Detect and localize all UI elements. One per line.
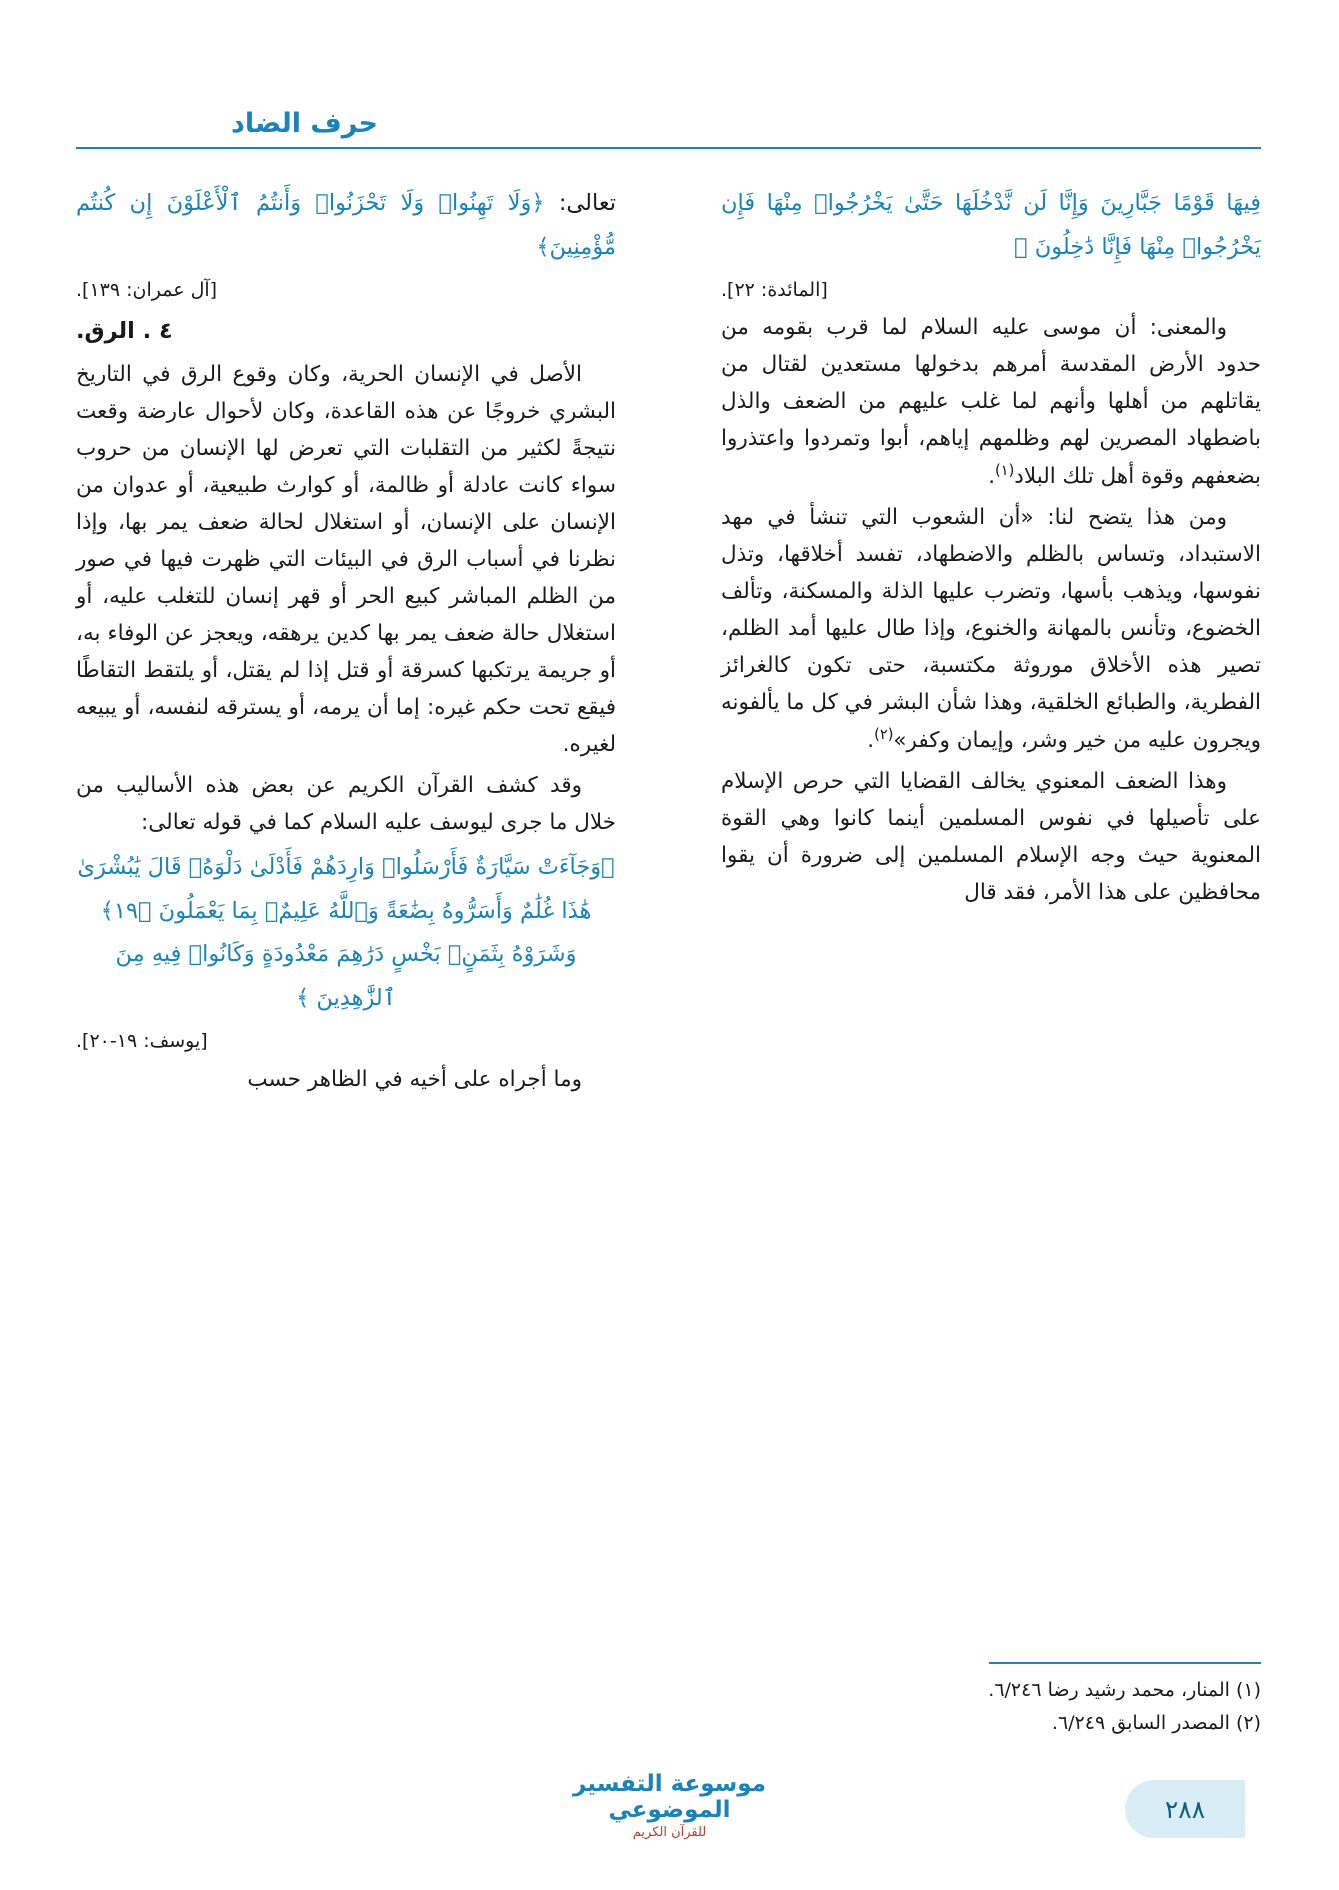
paragraph-meaning bbox=[721, 310, 1261, 496]
header-title: حرف الضاد bbox=[231, 108, 379, 139]
page-header bbox=[76, 108, 1261, 149]
footnote-marker: (٢) bbox=[1235, 1711, 1261, 1734]
verse-reference-maidah: [المائدة: ٢٢]. bbox=[721, 278, 828, 301]
footnotes-section bbox=[721, 1662, 1261, 1741]
paragraph-brother: وما أجراه على أخيه في الظاهر حسب bbox=[247, 1066, 582, 1092]
paragraph-quran-reveals: وقد كشف القرآن الكريم عن بعض هذه الأساليب من خلال ما جرى ليوسف عليه السلام كما في قوله تعالى: bbox=[76, 772, 616, 835]
section-title-slavery: ٤ . الرق. bbox=[76, 318, 173, 345]
paragraph-quote bbox=[721, 500, 1261, 760]
quran-verse-yusuf: ﴿وَجَآءَتْ سَيَّارَةٌ فَأَرْسَلُوا۟ وَارِدَهُمْ فَأَدْلَىٰ دَلْوَهُۥ قَالَ يَٰبُشْرَىٰ هَٰذَا غُلَٰمٌ وَأَسَرُّوهُ بِضَٰعَةً وَٱللَّهُ عَلِيمٌۢ بِمَا يَعْمَلُونَ ﴿١٩﴾ وَشَرَوْهُ بِثَمَنٍۭ بَخْسٍ دَرَٰهِمَ مَعْدُودَةٍ وَكَانُوا۟ فِيهِ مِنَ ٱلزَّٰهِدِينَ ﴾ bbox=[77, 853, 615, 1012]
logo-title: موسوعة التفسير الموضوعي bbox=[573, 1771, 766, 1823]
column-left bbox=[76, 182, 616, 1622]
footnote-marker-2: (٢) bbox=[874, 726, 894, 744]
paragraph-quote-period: . bbox=[867, 728, 875, 754]
page-footer bbox=[0, 1760, 1339, 1846]
footnote-marker: (١) bbox=[1235, 1678, 1261, 1701]
logo-subtitle: للقرآن الكريم bbox=[632, 1825, 707, 1840]
paragraph-meaning-text: والمعنى: أن موسى عليه السلام لما قرب بقومه من حدود الأرض المقدسة أمرهم بدخولها مستعدين لقتال من يقاتلهم من أهلها وأنهم لما غلب عليهم من الضعف والذل باضطهاد المصرين لهم وظلمهم إياهم، أبوا وتمردوا واعتذروا بضعفهم وقوة أهل تلك البلاد bbox=[721, 315, 1261, 490]
footnote-marker-1: (١) bbox=[995, 462, 1015, 480]
footnote-text: المصدر السابق ٦/٢٤٩. bbox=[1051, 1711, 1230, 1734]
paragraph-meaning-period: . bbox=[988, 464, 996, 490]
footnote-item bbox=[721, 1707, 1261, 1740]
verse-reference-imran: [آل عمران: ١٣٩]. bbox=[76, 278, 218, 301]
column-right bbox=[721, 182, 1261, 1622]
paragraph-moral-weakness: وهذا الضعف المعنوي يخالف القضايا التي حرص الإسلام على تأصيلها في نفوس المسلمين أينما كانوا وهي القوة المعنوية حيث وجه الإسلام المسلمين إلى ضرورة أن يقوا محافظين على هذا الأمر، فقد قال bbox=[721, 769, 1261, 906]
header-divider bbox=[76, 147, 1261, 149]
quran-verse-imran bbox=[76, 182, 616, 270]
page-number-badge: ٢٨٨ bbox=[1125, 1780, 1245, 1838]
paragraph-quote-text: ومن هذا يتضح لنا: «أن الشعوب التي تنشأ في مهد الاستبداد، وتساس بالظلم والاضطهاد، تفسد أخلاقها، وتذل نفوسها، ويذهب بأسها، وتضرب عليها الذلة والمسكنة، وتألف الخضوع، وتأنس بالمهانة والخنوع، وإذا طال عليها أمد الظلم، تصير هذه الأخلاق موروثة مكتسبة، حتى تكون كالغرائز الفطرية، والطبائع الخلقية، وهذا شأن البشر في كل ما يألفونه ويجرون عليه من خير وشر، وإيمان وكفر» bbox=[721, 505, 1261, 754]
footnote-item bbox=[721, 1674, 1261, 1707]
footnote-text: المنار، محمد رشيد رضا ٦/٢٤٦. bbox=[988, 1678, 1230, 1701]
verse-reference-yusuf: [يوسف: ١٩-٢٠]. bbox=[76, 1030, 208, 1053]
footnotes-divider bbox=[989, 1662, 1261, 1664]
publisher-logo bbox=[545, 1772, 795, 1840]
two-column-body bbox=[76, 182, 1261, 1622]
verse-imran-text: ﴿وَلَا تَهِنُوا۟ وَلَا تَحْزَنُوا۟ وَأَنتُمُ ٱلْأَعْلَوْنَ إِن كُنتُم مُّؤْمِنِينَ﴾ bbox=[76, 190, 616, 260]
verse-intro-word: تعالى: bbox=[558, 190, 616, 216]
quran-verse-maidah: فِيهَا قَوْمًا جَبَّارِينَ وَإِنَّا لَن نَّدْخُلَهَا حَتَّىٰ يَخْرُجُوا۟ مِنْهَا فَإِن يَخْرُجُوا۟ مِنْهَا فَإِنَّا دَٰخِلُونَ ﴾ bbox=[721, 190, 1261, 260]
paragraph-freedom-origin: الأصل في الإنسان الحرية، وكان وقوع الرق في التاريخ البشري خروجًا عن هذه القاعدة، وكان لأحوال عارضة وقعت نتيجةً لكثير من التقلبات التي تعرض لها الإنسان من حروب سواء كانت عادلة أو ظالمة، أو كوارث طبيعية، أو عدوان من الإنسان على الإنسان، أو استغلال لحالة ضعف يمر بها، وإذا نظرنا في أسباب الرق في البيئات التي ظهرت فيها في صور من الظلم المباشر كبيع الحر أو قهر إنسان للتغلب عليه، أو استغلال حالة ضعف يمر بها كدين يرهقه، ويعجز عن الوفاء به، أو جريمة يرتكبها كسرقة أو قتل إذا لم يقتل، أو يلتقط التقاطًا فيقع تحت حكم غيره: إما أن يرمه، أو يسترقه لنفسه، أو يبيعه لغيره. bbox=[76, 362, 616, 757]
